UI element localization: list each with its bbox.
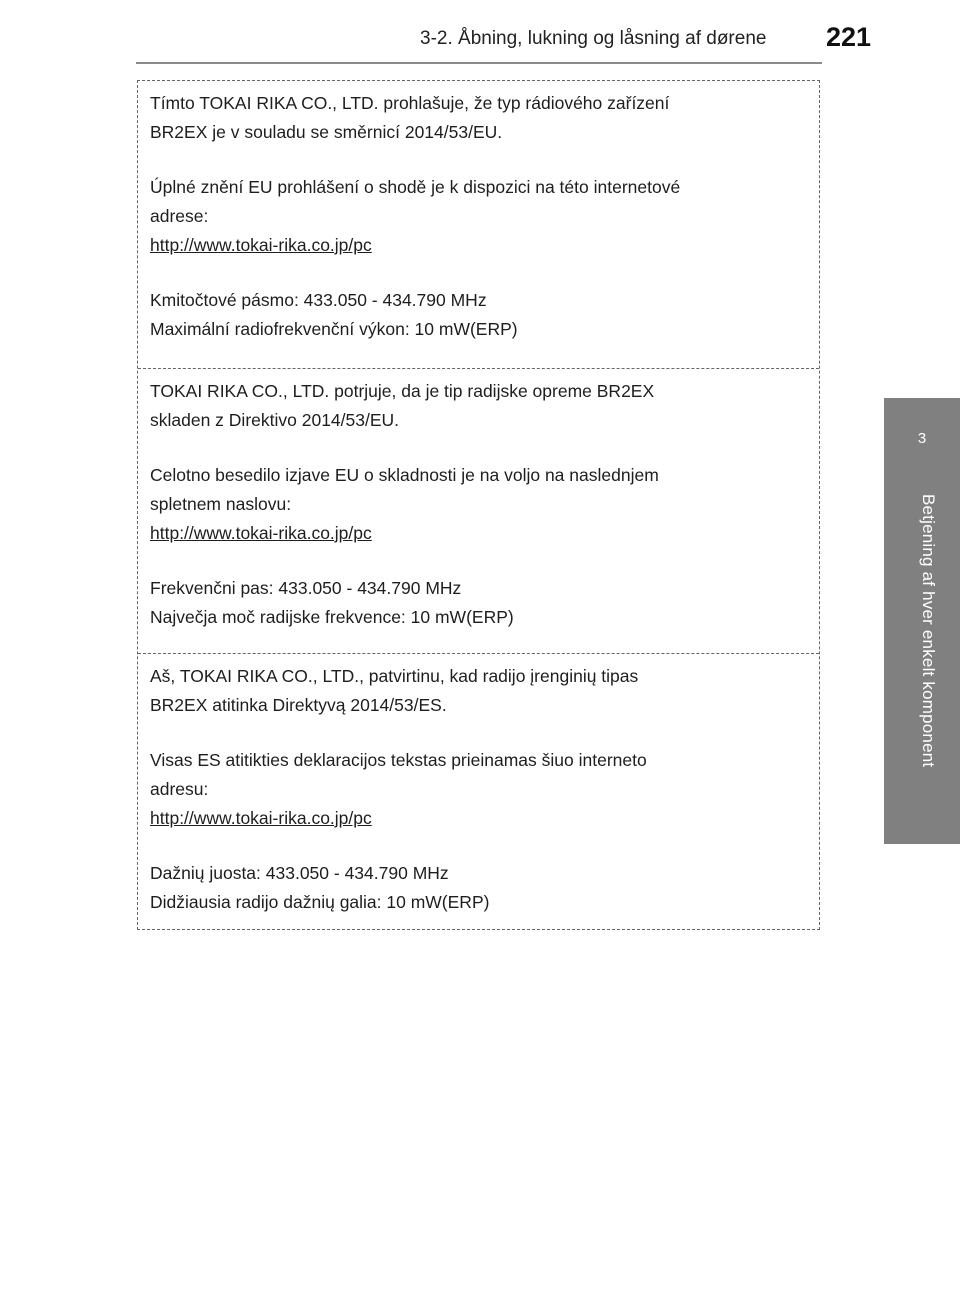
- address-line: Celotno besedilo izjave EU o skladnosti je na voljo na naslednjem: [150, 465, 659, 485]
- chapter-side-tab: [884, 398, 960, 844]
- max-power-line: Didžiausia radijo dažnių galia: 10 mW(ERP): [150, 892, 490, 912]
- section-header-title: 3-2. Åbning, lukning og låsning af dørene: [420, 28, 767, 49]
- declaration-section-slovenian: [138, 368, 819, 653]
- chapter-number: 3: [917, 430, 927, 447]
- frequency-band-line: Frekvenčni pas: 433.050 - 434.790 MHz: [150, 578, 462, 598]
- address-line: Visas ES atitikties deklaracijos tekstas prieinamas šiuo interneto: [150, 750, 647, 770]
- declaration-url-link[interactable]: http://www.tokai-rika.co.jp/pc: [150, 235, 372, 255]
- declaration-line: Aš, TOKAI RIKA CO., LTD., patvirtinu, kad radijo įrenginių tipas: [150, 666, 639, 686]
- address-line: Úplné znění EU prohlášení o shodě je k dispozici na této internetové: [150, 177, 681, 197]
- declaration-line: TOKAI RIKA CO., LTD. potrjuje, da je tip radijske opreme BR2EX: [150, 381, 655, 401]
- frequency-band-line: Kmitočtové pásmo: 433.050 - 434.790 MHz: [150, 290, 487, 310]
- address-line: spletnem naslovu:: [150, 494, 292, 514]
- max-power-line: Maximální radiofrekvenční výkon: 10 mW(ERP): [150, 319, 518, 339]
- chapter-title: Betjening af hver enkelt komponent: [919, 494, 938, 768]
- declaration-line: Tímto TOKAI RIKA CO., LTD. prohlašuje, že typ rádiového zařízení: [150, 93, 670, 113]
- max-power-line: Največja moč radijske frekvence: 10 mW(ERP): [150, 607, 514, 627]
- declaration-url-link[interactable]: http://www.tokai-rika.co.jp/pc: [150, 808, 372, 828]
- address-line: adrese:: [150, 206, 209, 226]
- address-line: adresu:: [150, 779, 209, 799]
- frequency-band-line: Dažnių juosta: 433.050 - 434.790 MHz: [150, 863, 449, 883]
- declaration-line: skladen z Direktivo 2014/53/EU.: [150, 410, 400, 430]
- declaration-section-lithuanian: [138, 653, 819, 929]
- declaration-line: BR2EX je v souladu se směrnicí 2014/53/EU.: [150, 122, 503, 142]
- page-number: 221: [826, 22, 872, 52]
- declaration-url-link[interactable]: http://www.tokai-rika.co.jp/pc: [150, 523, 372, 543]
- declaration-line: BR2EX atitinka Direktyvą 2014/53/ES.: [150, 695, 447, 715]
- declaration-box: [137, 80, 820, 930]
- declaration-section-czech: [138, 81, 819, 368]
- header-divider: [136, 62, 822, 64]
